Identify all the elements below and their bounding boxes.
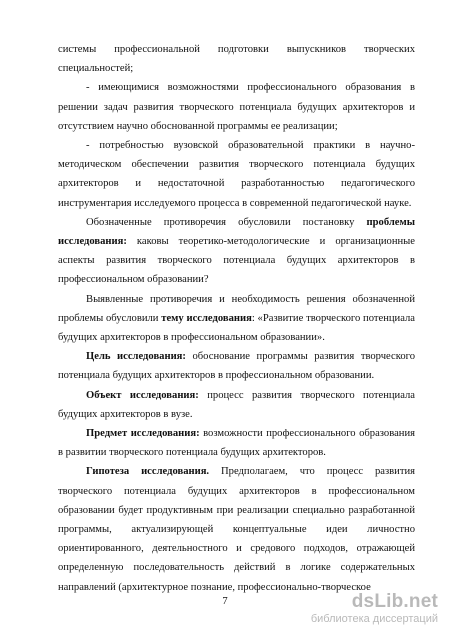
text-run: возможности профессионального образования в развитии творческого потенциала будущих архитекторов. (58, 428, 415, 459)
page-number: 7 (222, 596, 228, 607)
document-body (58, 40, 415, 597)
bold-run: Объект исследования: (86, 389, 199, 401)
paragraph-3 (58, 136, 415, 213)
paragraph-4 (58, 213, 415, 290)
paragraph-8 (58, 424, 415, 462)
text-run: каковы теоретико-методологические и организационные аспекты развития творческого потенциала будущих архитекторов в профессиональном образовании? (58, 236, 415, 286)
bold-run: Предмет исследования: (86, 428, 200, 440)
text-run: процесс развития творческого потенциала будущих архитекторов в вузе. (58, 389, 416, 420)
text-run: - потребностью вузовской образовательной практики в научно-методическом обеспечении развития творческого потенциала будущих архитекторов и недостаточной разработанностью педагогического инструментария исследуемого процесса в современной педагогической науке. (58, 140, 415, 209)
text-run: системы профессиональной подготовки выпускников творческих специальностей; (58, 44, 415, 75)
text-run: Выявленные противоречия и необходимость решения обозначенной проблемы обусловили (58, 293, 415, 324)
paragraph-2 (58, 78, 415, 136)
watermark-logo: dsLib.net (351, 591, 438, 612)
paragraph-9 (58, 462, 415, 596)
text-run: Предполагаем, что процесс развития творческого потенциала будущих архитекторов в профессиональном образовании будет продуктивным при реализации специально разработанной программы, актуализирующей концептуальные идеи личностно ориентированного, деятельностного и средового подходов, отражающей определенную последовательность действий в логике содержательных направлений (архитектурное познание, профессионально-творческое (58, 466, 415, 593)
text-run: обоснование программы развития творческого потенциала будущих архитекторов в профессиональном образовании. (58, 351, 415, 382)
paragraph-5 (58, 290, 415, 348)
text-run: : «Развитие творческого потенциала будущих архитекторов в профессиональном образовании». (58, 312, 415, 344)
bold-run: Цель исследования: (86, 351, 186, 363)
watermark (311, 592, 438, 626)
bold-run: тему исследования (161, 312, 252, 324)
paragraph-6 (58, 347, 415, 385)
text-run: Обозначенные противоречия обусловили постановку (86, 216, 367, 228)
watermark-subtitle: библиотека диссертаций (310, 613, 438, 625)
paragraph-1 (58, 40, 415, 78)
bold-run: Гипотеза исследования. (86, 466, 210, 478)
bold-run: проблемы исследования: (58, 216, 415, 248)
text-run: - имеющимися возможностями профессионального образования в решении задач развития творческого потенциала будущих архитекторов и отсутствием научно обоснованной программы ее реализации; (58, 82, 415, 132)
paragraph-7 (58, 386, 415, 424)
